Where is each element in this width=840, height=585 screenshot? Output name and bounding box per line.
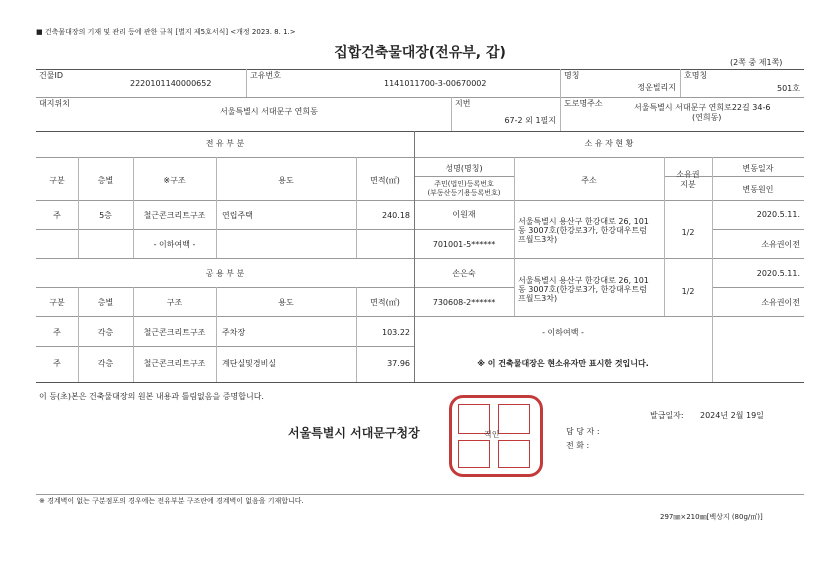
owner-1-addr-line2: 동 3007호(한강로3가, 한강대우트럼 (518, 226, 647, 235)
exclusive-header-floor: 층별 (97, 176, 114, 185)
owner-1-reason: 소유권이전 (761, 240, 800, 249)
certify-text: 이 등(초)본은 건축물대장의 원본 내용과 틀림없음을 증명합니다. (39, 392, 264, 401)
exclusive-header-structure: ※구조 (163, 176, 186, 185)
name-value: 정운빌리지 (637, 83, 676, 92)
road-line2: (연희동) (692, 113, 722, 122)
exclusive-header-type: 구분 (49, 176, 65, 185)
law-note: ■ 건축물대장의 기재 및 관리 등에 관한 규칙 [별지 제5호서식] <개정 2023. 8. 1.> (36, 28, 296, 36)
common-row-2-use: 계단실및경비실 (222, 359, 277, 368)
exclusive-row-type: 주 (53, 211, 61, 220)
owner-2-addr-line2: 동 3007호(한강로3가, 한강대우트럼 (518, 285, 647, 294)
name-label: 명칭 (564, 71, 580, 80)
issue-date-value: 2024년 2월 19일 (700, 411, 764, 420)
common-section-title: 공 용 부 분 (205, 269, 245, 278)
unit-label: 호명칭 (684, 71, 708, 80)
issuer-name: 서울특별시 서대문구청장 (288, 426, 420, 440)
exclusive-row-structure: 철근콘크리트구조 (143, 211, 206, 220)
owner-1-addr-line1: 서울특별시 용산구 한강대로 26, 101 (518, 217, 649, 226)
owners-footnote: ※ 이 건축물대장은 현소유자만 표시한 것입니다. (477, 359, 649, 368)
building-id-value: 2220101140000652 (130, 79, 212, 88)
paper-size: 297㎜×210㎜[백상지 (80g/㎡)] (660, 513, 763, 521)
unique-no-value: 1141011700-3-00670002 (384, 79, 487, 88)
page-indicator: (2쪽 중 제1쪽) (730, 58, 783, 67)
owners-section-title: 소 유 자 현 황 (584, 139, 634, 148)
common-header-use: 용도 (278, 298, 294, 307)
exclusive-header-use: 용도 (278, 176, 294, 185)
common-row-1-use: 주차장 (222, 328, 246, 337)
owner-1-id: 701001-5****** (432, 240, 496, 249)
staff-label: 담 당 자 : (566, 427, 600, 436)
lot-value: 67-2 외 1필지 (504, 116, 556, 125)
lot-label: 지번 (455, 99, 471, 108)
exclusive-header-area: 면적(㎡) (370, 176, 400, 185)
seal-mark: 직인 (484, 430, 500, 439)
owner-2-name: 손은숙 (452, 269, 476, 278)
owner-1-name: 이원재 (452, 210, 476, 219)
owner-header-address: 주소 (581, 176, 597, 185)
owner-2-reason: 소유권이전 (761, 298, 800, 307)
bottom-note: ※ 경계벽이 없는 구분점포의 경우에는 전유부분 구조란에 경계벽이 없음을 기재합니다. (39, 497, 304, 505)
common-row-1-floor: 각층 (97, 328, 114, 337)
exclusive-row-use: 연립주택 (222, 211, 253, 220)
owner-header-id-line2: (부동산등기용등록번호) (427, 189, 501, 197)
unit-value: 501호 (777, 84, 800, 93)
owner-1-date: 2020.5.11. (756, 210, 800, 219)
common-row-1-area: 103.22 (382, 328, 410, 337)
owner-header-name: 성명(명칭) (445, 164, 483, 173)
site-value: 서울특별시 서대문구 연희동 (220, 107, 318, 116)
owner-1-addr-line3: 프월드3차) (518, 235, 558, 244)
issue-date-label: 발급일자: (650, 411, 684, 420)
common-header-floor: 층별 (97, 298, 114, 307)
owner-header-share-line2: 지분 (680, 180, 696, 189)
owner-1-share: 1/2 (681, 228, 695, 237)
unique-no-label: 고유번호 (250, 71, 281, 80)
phone-label: 전 화 : (566, 441, 590, 450)
owner-2-addr-line3: 프월드3차) (518, 294, 558, 303)
common-row-2-area: 37.96 (387, 359, 410, 368)
common-row-1-structure: 철근콘크리트구조 (143, 328, 206, 337)
owner-header-change-date: 변동일자 (742, 164, 774, 173)
common-header-area: 면적(㎡) (370, 298, 400, 307)
exclusive-section-title: 전 유 부 분 (205, 139, 245, 148)
road-label: 도로명주소 (564, 99, 603, 108)
owner-2-date: 2020.5.11. (756, 269, 800, 278)
page-title: 집합건축물대장(전유부, 갑) (334, 45, 506, 61)
common-row-2-type: 주 (53, 359, 61, 368)
exclusive-row-floor: 5층 (99, 211, 112, 220)
owner-2-id: 730608-2****** (432, 298, 496, 307)
site-label: 대지위치 (39, 99, 70, 108)
common-row-1-type: 주 (53, 328, 61, 337)
owner-header-change-reason: 변동원인 (742, 185, 774, 194)
road-line1: 서울특별시 서대문구 연희로22길 34-6 (634, 103, 771, 112)
common-row-2-floor: 각층 (97, 359, 114, 368)
owner-2-share: 1/2 (681, 287, 695, 296)
common-row-2-structure: 철근콘크리트구조 (143, 359, 206, 368)
owner-header-share-line1: 소유권 (676, 170, 700, 179)
exclusive-row-area: 240.18 (382, 211, 410, 220)
owner-2-addr-line1: 서울특별시 용산구 한강대로 26, 101 (518, 276, 649, 285)
owner-header-id-line1: 주민(법인)등록번호 (434, 180, 494, 188)
building-id-label: 건물ID (39, 71, 63, 80)
owners-blank-note: - 이하여백 - (542, 328, 584, 337)
common-header-structure: 구조 (166, 298, 183, 307)
common-header-type: 구분 (49, 298, 65, 307)
exclusive-blank-note: - 이하여백 - (153, 240, 196, 249)
